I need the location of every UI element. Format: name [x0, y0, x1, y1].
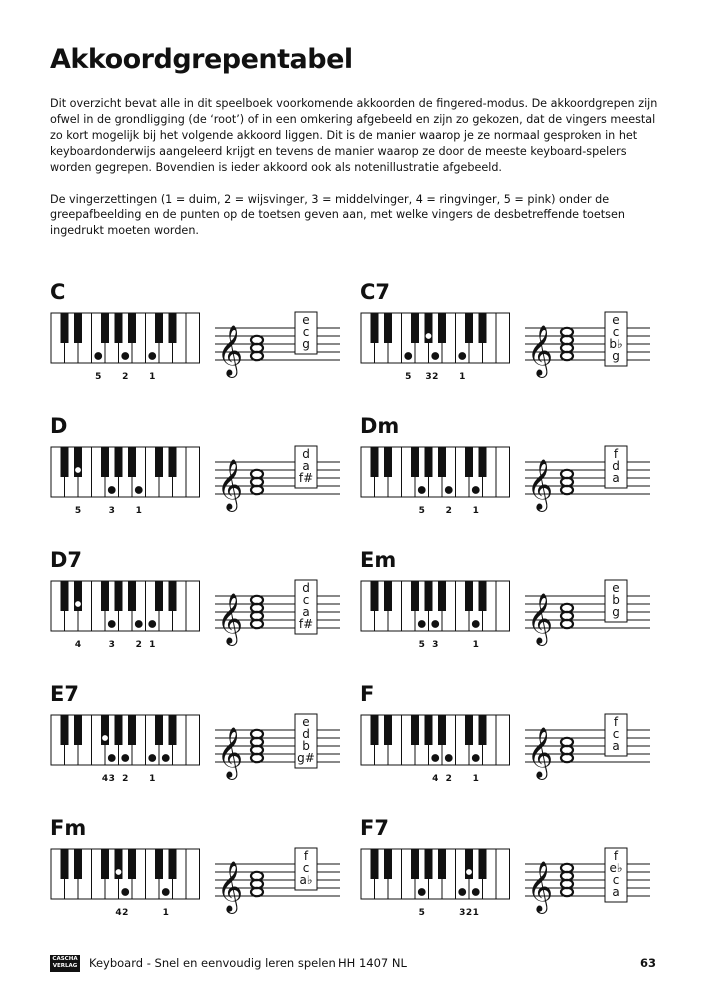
finger-dot — [135, 621, 142, 628]
black-key — [155, 447, 163, 477]
treble-clef-icon: 𝄞 — [527, 459, 554, 510]
black-key — [371, 715, 379, 745]
note-name: d — [612, 459, 620, 473]
chord-d — [50, 414, 350, 534]
note-name: e — [612, 581, 620, 595]
black-key — [74, 313, 82, 343]
white-key — [496, 313, 510, 363]
note-name: g — [612, 349, 620, 363]
chord-name: D7 — [50, 548, 83, 572]
black-key — [411, 849, 419, 879]
black-key — [115, 447, 123, 477]
fingering-number: 1 — [472, 506, 479, 516]
chord-name: C — [50, 280, 66, 304]
note-name: a — [612, 471, 620, 485]
black-key — [425, 447, 433, 477]
note-name: c — [302, 593, 310, 607]
black-key — [438, 447, 446, 477]
fingering-number: 4 — [74, 640, 82, 650]
intro-paragraph-2: De vingerzettingen (1 = duim, 2 = wijsvinger, 3 = middelvinger, 4 = ringvinger, 5 = pink) onder de greepafbeelding en de punten op de toetsen geven aan, met welke vingers de desbetreffende toetsen ingedrukt moeten worden. — [50, 192, 625, 238]
chord-f — [360, 682, 660, 802]
note-name: a♭ — [299, 873, 313, 887]
note-name: a — [302, 605, 310, 619]
notation-diagram — [515, 440, 655, 530]
black-key — [169, 447, 177, 477]
keyboard-diagram — [360, 446, 511, 528]
finger-dot — [149, 621, 156, 628]
finger-dot — [466, 869, 473, 876]
black-key — [101, 447, 109, 477]
finger-dot — [149, 755, 156, 762]
black-key — [438, 581, 446, 611]
black-key — [438, 715, 446, 745]
finger-dot — [122, 889, 129, 896]
book-title: Keyboard - Snel en eenvoudig leren spelen — [89, 956, 336, 970]
black-key — [384, 849, 392, 879]
black-key — [155, 849, 163, 879]
black-key — [169, 313, 177, 343]
chord-name: Dm — [360, 414, 400, 438]
black-key — [101, 849, 109, 879]
black-key — [411, 313, 419, 343]
treble-clef-icon: 𝄞 — [527, 861, 554, 912]
keyboard-diagram — [360, 312, 511, 394]
white-key — [496, 715, 510, 765]
note-name: e — [302, 313, 310, 327]
chord-dm — [360, 414, 660, 534]
finger-dot — [122, 755, 129, 762]
white-key — [496, 581, 510, 631]
note-name: d — [302, 447, 310, 461]
black-key — [465, 447, 473, 477]
black-key — [155, 715, 163, 745]
keyboard-diagram — [360, 714, 511, 796]
fingering-number: 3 — [432, 640, 439, 650]
notation-diagram — [515, 842, 655, 932]
fingering-number: 2 — [135, 640, 142, 650]
finger-dot — [432, 755, 439, 762]
fingering-number: 1 — [472, 908, 479, 918]
chord-em — [360, 548, 660, 668]
fingering-number: 3 — [425, 372, 432, 382]
note-name: g — [302, 337, 310, 351]
black-key — [61, 313, 69, 343]
finger-dot — [418, 487, 425, 494]
finger-dot — [108, 755, 115, 762]
black-key — [384, 715, 392, 745]
black-key — [371, 849, 379, 879]
black-key — [411, 447, 419, 477]
black-key — [479, 581, 487, 611]
black-key — [128, 581, 136, 611]
chord-e7 — [50, 682, 350, 802]
finger-dot — [472, 889, 479, 896]
finger-dot — [405, 353, 412, 360]
fingering-number: 3 — [459, 908, 466, 918]
fingering-number: 5 — [418, 506, 425, 516]
note-name: f — [613, 849, 619, 863]
chord-c — [50, 280, 350, 400]
treble-clef-icon: 𝄞 — [217, 727, 244, 778]
fingering-number: 2 — [465, 908, 473, 918]
black-key — [61, 849, 69, 879]
chord-name: Fm — [50, 816, 87, 840]
notation-diagram — [205, 306, 345, 396]
black-key — [115, 715, 123, 745]
finger-dot — [75, 601, 82, 608]
black-key — [479, 447, 487, 477]
notation-diagram — [205, 708, 345, 798]
note-name: a — [302, 459, 310, 473]
black-key — [115, 313, 123, 343]
chord-name: F — [360, 682, 375, 706]
keyboard-diagram — [360, 580, 511, 662]
finger-dot — [75, 467, 82, 474]
fingering-number: 4 — [115, 908, 122, 918]
black-key — [169, 581, 177, 611]
fingering-number: 3 — [108, 506, 115, 516]
black-key — [425, 849, 433, 879]
book-code: HH 1407 NL — [338, 956, 407, 970]
finger-dot — [432, 353, 439, 360]
finger-dot — [445, 755, 452, 762]
chord-f7 — [360, 816, 660, 936]
chord-name: E7 — [50, 682, 79, 706]
note-name: a — [612, 885, 620, 899]
finger-dot — [122, 353, 129, 360]
finger-dot — [459, 353, 466, 360]
black-key — [384, 581, 392, 611]
finger-dot — [418, 889, 425, 896]
fingering-number: 1 — [149, 372, 156, 382]
note-name: f# — [298, 471, 314, 485]
black-key — [438, 849, 446, 879]
black-key — [128, 715, 136, 745]
fingering-number: 2 — [432, 372, 439, 382]
finger-dot — [432, 621, 439, 628]
finger-dot — [472, 487, 479, 494]
fingering-number: 2 — [122, 774, 129, 784]
black-key — [425, 715, 433, 745]
white-key — [186, 715, 200, 765]
page-title: Akkoordgrepentabel — [50, 44, 353, 75]
page-number: 63 — [639, 956, 656, 970]
fingering-number: 1 — [162, 908, 169, 918]
black-key — [169, 849, 177, 879]
black-key — [371, 447, 379, 477]
black-key — [438, 313, 446, 343]
fingering-number: 5 — [418, 640, 425, 650]
black-key — [128, 849, 136, 879]
notation-diagram — [205, 574, 345, 664]
note-name: e♭ — [609, 861, 623, 875]
white-key — [186, 447, 200, 497]
fingering-number: 5 — [95, 372, 102, 382]
finger-dot — [149, 353, 156, 360]
fingering-number: 1 — [472, 774, 479, 784]
keyboard-diagram — [50, 446, 201, 528]
finger-dot — [418, 621, 425, 628]
black-key — [465, 715, 473, 745]
fingering-number: 3 — [108, 774, 115, 784]
notation-diagram — [515, 574, 655, 664]
finger-dot — [162, 755, 169, 762]
treble-clef-icon: 𝄞 — [527, 325, 554, 376]
fingering-number: 5 — [405, 372, 412, 382]
note-name: c — [612, 873, 620, 887]
chord-name: D — [50, 414, 68, 438]
finger-dot — [108, 621, 115, 628]
black-key — [411, 715, 419, 745]
note-name: e — [302, 715, 310, 729]
note-name: c — [612, 727, 620, 741]
notation-diagram — [515, 306, 655, 396]
white-key — [496, 447, 510, 497]
note-name: c — [302, 325, 310, 339]
intro-text — [50, 96, 660, 239]
intro-paragraph-1: Dit overzicht bevat alle in dit speelboek voorkomende akkoorden de fingered-modus. De akkoordgrepen zijn ofwel in de grondligging (de ‘root’) of in een omkering afgebeeld en zijn zo gekozen, dat de vingers meestal zo kort mogelijk bij het volgende akkoord liggen. Dit is de manier waarop je ze normaal gesproken in het keyboardonderwijs aangeleerd krijgt en tevens de manier waarop ze door de meeste keyboard-spelers worden gegrepen. Bovendien is ieder akkoord ook als notenillustratie afgebeeld. — [50, 97, 658, 174]
note-name: b — [302, 739, 310, 753]
black-key — [479, 313, 487, 343]
white-key — [186, 849, 200, 899]
white-key — [496, 849, 510, 899]
finger-dot — [472, 621, 479, 628]
notation-diagram — [205, 440, 345, 530]
black-key — [384, 313, 392, 343]
black-key — [115, 581, 123, 611]
keyboard-diagram — [360, 848, 511, 930]
chord-d7 — [50, 548, 350, 668]
finger-dot — [162, 889, 169, 896]
black-key — [479, 849, 487, 879]
fingering-number: 5 — [74, 506, 82, 516]
black-key — [169, 715, 177, 745]
keyboard-diagram — [50, 714, 201, 796]
black-key — [371, 581, 379, 611]
notation-diagram — [205, 842, 345, 932]
note-name: b — [612, 593, 620, 607]
note-name: c — [612, 325, 620, 339]
note-name: g — [612, 605, 620, 619]
fingering-number: 1 — [135, 506, 142, 516]
note-name: g# — [297, 751, 315, 765]
finger-dot — [115, 869, 122, 876]
chord-name: C7 — [360, 280, 391, 304]
black-key — [371, 313, 379, 343]
fingering-number: 4 — [101, 774, 109, 784]
finger-dot — [425, 333, 432, 340]
treble-clef-icon: 𝄞 — [527, 727, 554, 778]
finger-dot — [472, 755, 479, 762]
black-key — [74, 715, 82, 745]
finger-dot — [95, 353, 102, 360]
black-key — [128, 313, 136, 343]
treble-clef-icon: 𝄞 — [217, 325, 244, 376]
black-key — [101, 313, 109, 343]
treble-clef-icon: 𝄞 — [217, 593, 244, 644]
note-name: b♭ — [609, 337, 623, 351]
black-key — [61, 581, 69, 611]
notation-diagram — [515, 708, 655, 798]
black-key — [479, 715, 487, 745]
fingering-number: 1 — [459, 372, 466, 382]
black-key — [155, 313, 163, 343]
chord-name: Em — [360, 548, 397, 572]
fingering-number: 2 — [445, 506, 452, 516]
black-key — [155, 581, 163, 611]
keyboard-diagram — [50, 848, 201, 930]
note-name: d — [302, 581, 310, 595]
finger-dot — [445, 487, 452, 494]
chord-name: F7 — [360, 816, 389, 840]
keyboard-diagram — [50, 580, 201, 662]
treble-clef-icon: 𝄞 — [527, 593, 554, 644]
black-key — [465, 313, 473, 343]
note-name: f# — [298, 617, 314, 631]
white-key — [186, 581, 200, 631]
treble-clef-icon: 𝄞 — [217, 861, 244, 912]
fingering-number: 2 — [445, 774, 452, 784]
black-key — [74, 849, 82, 879]
fingering-number: 1 — [149, 774, 156, 784]
finger-dot — [459, 889, 466, 896]
note-name: d — [302, 727, 310, 741]
black-key — [61, 715, 69, 745]
keyboard-diagram — [50, 312, 201, 394]
finger-dot — [108, 487, 115, 494]
black-key — [128, 447, 136, 477]
black-key — [384, 447, 392, 477]
note-name: f — [303, 849, 309, 863]
finger-dot — [135, 487, 142, 494]
note-name: c — [302, 861, 310, 875]
black-key — [411, 581, 419, 611]
note-name: f — [613, 715, 619, 729]
treble-clef-icon: 𝄞 — [217, 459, 244, 510]
note-name: a — [612, 739, 620, 753]
white-key — [186, 313, 200, 363]
publisher-logo: CASCHA VERLAG — [50, 955, 80, 972]
note-name: f — [613, 447, 619, 461]
black-key — [425, 581, 433, 611]
fingering-number: 1 — [472, 640, 479, 650]
fingering-number: 5 — [418, 908, 425, 918]
black-key — [101, 581, 109, 611]
chord-fm — [50, 816, 350, 936]
black-key — [61, 447, 69, 477]
fingering-number: 2 — [122, 372, 129, 382]
note-name: e — [612, 313, 620, 327]
fingering-number: 4 — [432, 774, 439, 784]
fingering-number: 3 — [108, 640, 115, 650]
finger-dot — [102, 735, 109, 742]
chord-c7 — [360, 280, 660, 400]
black-key — [465, 581, 473, 611]
fingering-number: 1 — [149, 640, 156, 650]
fingering-number: 2 — [122, 908, 129, 918]
